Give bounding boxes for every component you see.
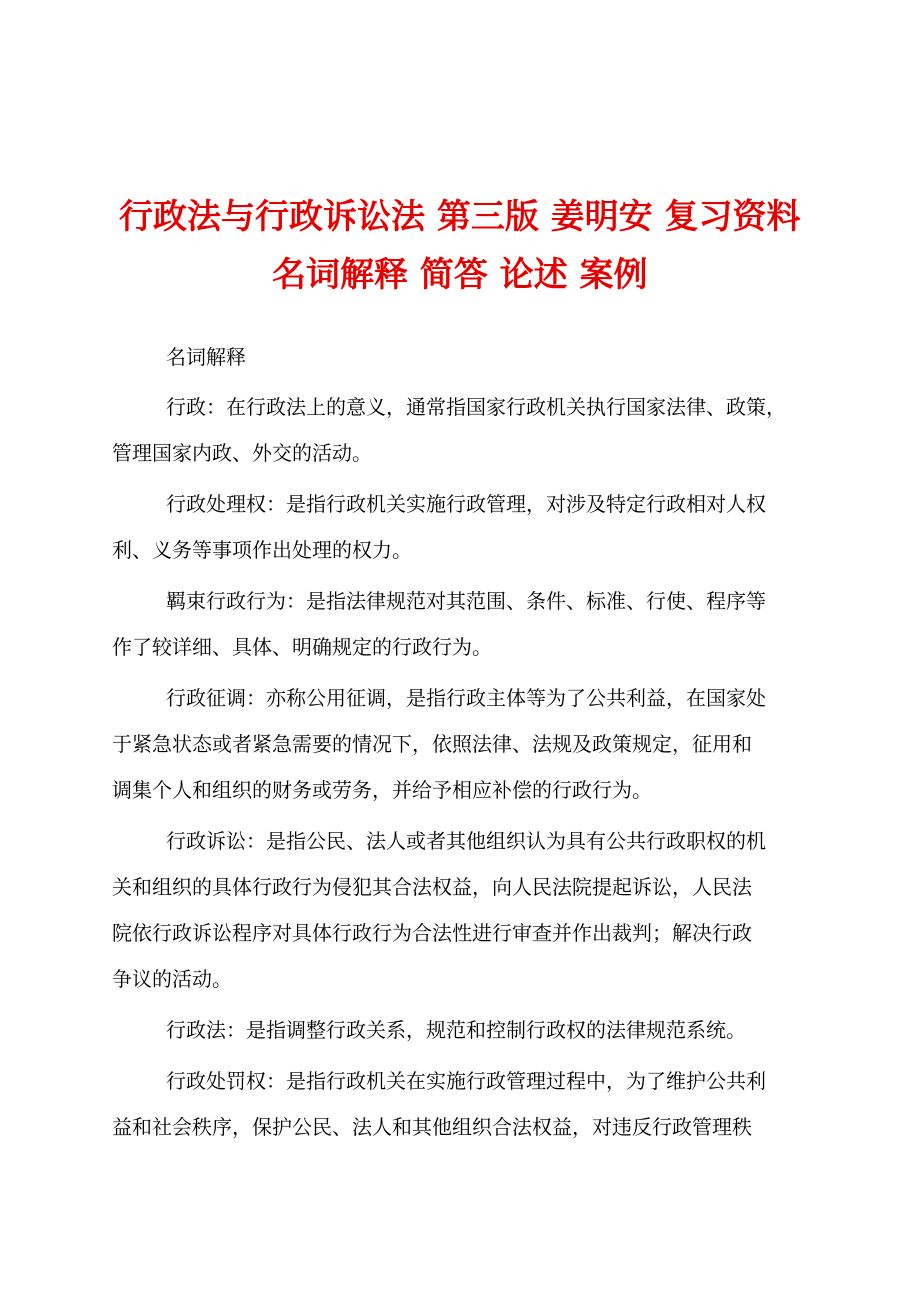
text-line: 作了较详细、具体、明确规定的行政行为。 bbox=[112, 635, 492, 659]
text-line: 管理国家内政、外交的活动。 bbox=[112, 441, 372, 465]
text-line: 行政处罚权：是指行政机关在实施行政管理过程中，为了维护公共利 bbox=[166, 1069, 766, 1093]
document-title-line-1: 行政法与行政诉讼法 第三版 姜明安 复习资料 bbox=[119, 197, 801, 237]
text-line: 院依行政诉讼程序对具体行政行为合法性进行审查并作出裁判；解决行政 bbox=[112, 921, 752, 945]
text-line: 行政征调：亦称公用征调，是指行政主体等为了公共利益，在国家处 bbox=[166, 686, 766, 710]
text-line: 行政处理权：是指行政机关实施行政管理，对涉及特定行政相对人权 bbox=[166, 492, 766, 516]
text-line: 羁束行政行为：是指法律规范对其范围、条件、标准、行使、程序等 bbox=[166, 589, 766, 613]
text-line: 行政：在行政法上的意义，通常指国家行政机关执行国家法律、政策， bbox=[166, 395, 786, 419]
text-line: 利、义务等事项作出处理的权力。 bbox=[112, 538, 412, 562]
text-line: 行政法：是指调整行政关系，规范和控制行政权的法律规范系统。 bbox=[166, 1018, 746, 1042]
text-line: 于紧急状态或者紧急需要的情况下，依照法律、法规及政策规定，征用和 bbox=[112, 732, 752, 756]
text-line: 调集个人和组织的财务或劳务，并给予相应补偿的行政行为。 bbox=[112, 778, 652, 802]
text-line: 行政诉讼：是指公民、法人或者其他组织认为具有公共行政职权的机 bbox=[166, 829, 766, 853]
document-title-line-2: 名词解释 简答 论述 案例 bbox=[272, 255, 648, 295]
text-line: 名词解释 bbox=[166, 345, 246, 369]
text-line: 益和社会秩序，保护公民、法人和其他组织合法权益，对违反行政管理秩 bbox=[112, 1115, 752, 1139]
text-line: 争议的活动。 bbox=[112, 967, 232, 991]
text-line: 关和组织的具体行政行为侵犯其合法权益，向人民法院提起诉讼，人民法 bbox=[112, 875, 752, 899]
